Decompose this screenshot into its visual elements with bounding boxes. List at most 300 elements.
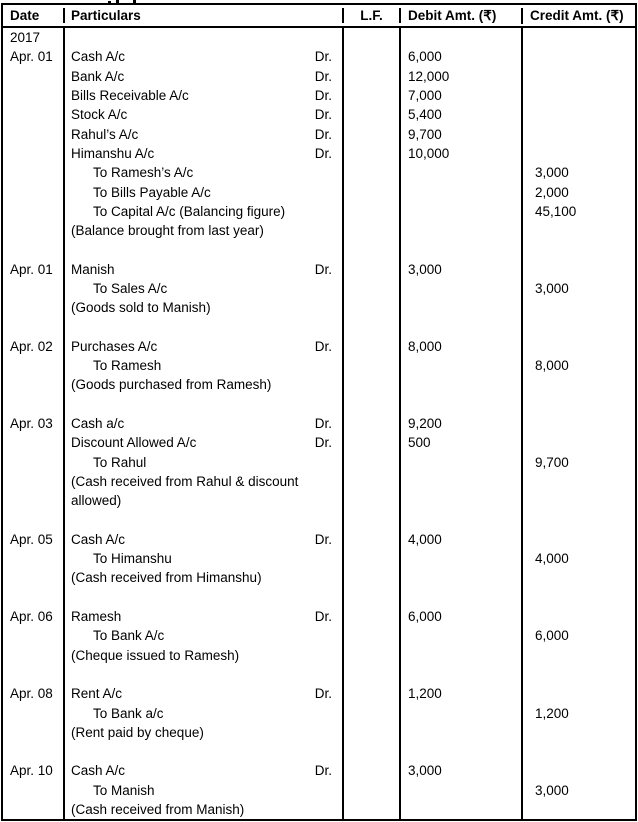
date-cell xyxy=(3,356,65,375)
particulars-cell xyxy=(65,337,344,356)
credit-amount-cell xyxy=(523,433,635,452)
particulars-cell xyxy=(65,279,344,298)
credit-account-text: To Rahul xyxy=(93,454,147,470)
date-cell: Apr. 03 xyxy=(3,414,65,433)
journal-line xyxy=(3,491,635,510)
date-cell xyxy=(3,221,65,240)
lf-cell xyxy=(344,124,401,143)
credit-amount-cell: 4,000 xyxy=(535,551,569,567)
particulars-cell xyxy=(65,742,344,761)
particulars-cell xyxy=(65,298,344,317)
credit-amount-cell xyxy=(523,684,635,703)
credit-amount-cell xyxy=(523,105,635,124)
credit-amount-cell xyxy=(523,298,635,317)
journal-line xyxy=(3,182,635,201)
credit-amount-cell: 3,000 xyxy=(535,782,569,798)
particulars-text: Bank A/c xyxy=(71,68,125,84)
dr-label: Dr. xyxy=(314,107,332,123)
debit-amount-cell xyxy=(401,549,523,568)
debit-amount-cell xyxy=(401,781,523,800)
lf-cell xyxy=(344,279,401,298)
dr-label: Dr. xyxy=(314,609,332,625)
debit-amount-cell xyxy=(401,182,523,201)
journal-line xyxy=(3,626,635,645)
credit-amount-cell xyxy=(523,646,635,665)
journal-line xyxy=(3,105,635,124)
journal-line xyxy=(3,607,635,626)
particulars-cell xyxy=(65,240,344,259)
date-cell xyxy=(3,395,65,414)
lf-cell xyxy=(344,684,401,703)
particulars-cell xyxy=(65,530,344,549)
debit-amount-cell xyxy=(401,665,523,684)
debit-amount-cell: 6,000 xyxy=(401,47,523,66)
credit-amount-cell xyxy=(523,723,635,742)
debit-amount-cell: 500 xyxy=(401,433,523,452)
particulars-cell xyxy=(65,510,344,529)
journal-line xyxy=(3,761,635,780)
journal-line xyxy=(3,221,635,240)
debit-amount-cell: 7,000 xyxy=(401,86,523,105)
date-cell: Apr. 06 xyxy=(3,607,65,626)
particulars-cell xyxy=(65,433,344,452)
debit-amount-cell xyxy=(401,279,523,298)
lf-cell xyxy=(344,568,401,587)
credit-amount-cell xyxy=(523,742,635,761)
particulars-text: (Goods purchased from Ramesh) xyxy=(71,377,272,393)
date-cell: Apr. 10 xyxy=(3,761,65,780)
lf-cell xyxy=(344,472,401,491)
journal-line xyxy=(3,453,635,472)
journal-line xyxy=(3,800,635,819)
debit-amount-cell: 9,200 xyxy=(401,414,523,433)
particulars-cell xyxy=(65,646,344,665)
date-cell xyxy=(3,646,65,665)
particulars-cell xyxy=(65,607,344,626)
journal-line xyxy=(3,472,635,491)
credit-amount-cell: 2,000 xyxy=(535,184,569,200)
particulars-cell xyxy=(65,124,344,143)
lf-cell xyxy=(344,433,401,452)
credit-amount-cell xyxy=(523,568,635,587)
dr-label: Dr. xyxy=(314,261,332,277)
credit-amount-cell xyxy=(523,530,635,549)
journal-table xyxy=(1,3,637,821)
date-cell xyxy=(3,665,65,684)
date-cell: Apr. 01 xyxy=(3,47,65,66)
journal-line xyxy=(3,240,635,259)
dr-label: Dr. xyxy=(314,68,332,84)
particulars-text: (Cash received from Himanshu) xyxy=(71,570,262,586)
header-particulars: Particulars xyxy=(65,8,344,23)
credit-amount-cell xyxy=(523,607,635,626)
date-cell xyxy=(3,703,65,722)
credit-amount-cell: 1,200 xyxy=(535,705,569,721)
credit-amount-cell xyxy=(523,665,635,684)
debit-amount-cell xyxy=(401,703,523,722)
particulars-text: Rent A/c xyxy=(71,686,123,702)
date-cell xyxy=(3,723,65,742)
particulars-cell xyxy=(65,375,344,394)
journal-line xyxy=(3,279,635,298)
journal-line xyxy=(3,530,635,549)
particulars-cell xyxy=(65,356,344,375)
debit-amount-cell xyxy=(401,221,523,240)
journal-line xyxy=(3,86,635,105)
debit-amount-cell: 8,000 xyxy=(401,337,523,356)
debit-amount-cell xyxy=(401,298,523,317)
particulars-cell xyxy=(65,144,344,163)
particulars-cell xyxy=(65,86,344,105)
lf-cell xyxy=(344,588,401,607)
credit-account-text: To Capital A/c (Balancing figure) xyxy=(93,203,286,219)
journal-line xyxy=(3,67,635,86)
dr-label: Dr. xyxy=(314,338,332,354)
date-cell xyxy=(3,240,65,259)
journal-line xyxy=(3,124,635,143)
particulars-cell xyxy=(65,163,344,182)
date-cell xyxy=(3,472,65,491)
credit-amount-cell: 6,000 xyxy=(535,628,569,644)
debit-amount-cell xyxy=(401,202,523,221)
date-cell xyxy=(3,202,65,221)
debit-amount-cell xyxy=(401,163,523,182)
date-cell xyxy=(3,742,65,761)
debit-amount-cell xyxy=(401,356,523,375)
dr-label: Dr. xyxy=(314,435,332,451)
table-header-row xyxy=(3,5,635,28)
journal-line xyxy=(3,260,635,279)
debit-amount-cell xyxy=(401,395,523,414)
date-cell xyxy=(3,124,65,143)
particulars-text: Discount Allowed A/c xyxy=(71,435,197,451)
lf-cell xyxy=(344,530,401,549)
particulars-cell xyxy=(65,414,344,433)
particulars-text: Bills Receivable A/c xyxy=(71,88,189,104)
particulars-cell xyxy=(65,28,344,47)
particulars-cell xyxy=(65,182,344,201)
debit-amount-cell xyxy=(401,568,523,587)
journal-line xyxy=(3,317,635,336)
journal-line xyxy=(3,375,635,394)
lf-cell xyxy=(344,703,401,722)
particulars-text: Cash A/c xyxy=(71,531,126,547)
header-credit-amt: Credit Amt. (₹) xyxy=(530,7,624,23)
debit-amount-cell xyxy=(401,240,523,259)
lf-cell xyxy=(344,182,401,201)
journal-line xyxy=(3,549,635,568)
credit-account-text: To Sales A/c xyxy=(93,281,168,296)
particulars-cell xyxy=(65,491,344,510)
debit-amount-cell xyxy=(401,472,523,491)
lf-cell xyxy=(344,491,401,510)
date-cell: Apr. 01 xyxy=(3,260,65,279)
lf-cell xyxy=(344,800,401,819)
lf-cell xyxy=(344,356,401,375)
credit-amount-cell: 45,100 xyxy=(535,203,577,219)
particulars-cell xyxy=(65,47,344,66)
date-cell: Apr. 05 xyxy=(3,530,65,549)
date-cell xyxy=(3,800,65,819)
date-cell xyxy=(3,568,65,587)
debit-amount-cell xyxy=(401,491,523,510)
journal-line xyxy=(3,568,635,587)
credit-amount-cell: 9,700 xyxy=(535,454,569,470)
dr-label: Dr. xyxy=(314,686,332,702)
date-cell xyxy=(3,433,65,452)
date-cell xyxy=(3,781,65,800)
journal-line xyxy=(3,665,635,684)
particulars-cell xyxy=(65,761,344,780)
particulars-cell xyxy=(65,800,344,819)
debit-amount-cell xyxy=(401,800,523,819)
lf-cell xyxy=(344,202,401,221)
debit-amount-cell: 12,000 xyxy=(401,67,523,86)
lf-cell xyxy=(344,665,401,684)
lf-cell xyxy=(344,86,401,105)
date-cell xyxy=(3,588,65,607)
particulars-cell xyxy=(65,453,344,472)
date-cell xyxy=(3,86,65,105)
lf-cell xyxy=(344,646,401,665)
journal-line xyxy=(3,684,635,703)
particulars-text: Cash a/c xyxy=(71,416,125,432)
journal-line xyxy=(3,646,635,665)
particulars-cell xyxy=(65,105,344,124)
particulars-cell xyxy=(65,202,344,221)
journal-line xyxy=(3,414,635,433)
lf-cell xyxy=(344,723,401,742)
credit-amount-cell xyxy=(523,124,635,143)
lf-cell xyxy=(344,317,401,336)
dr-label: Dr. xyxy=(314,531,332,547)
debit-amount-cell: 1,200 xyxy=(401,684,523,703)
dr-label: Dr. xyxy=(314,88,332,104)
journal-line xyxy=(3,588,635,607)
credit-amount-cell xyxy=(523,800,635,819)
date-cell xyxy=(3,510,65,529)
journal-line xyxy=(3,395,635,414)
particulars-text: Stock A/c xyxy=(71,107,128,123)
particulars-cell xyxy=(65,723,344,742)
credit-account-text: To Manish xyxy=(93,782,155,798)
lf-cell xyxy=(344,607,401,626)
lf-cell xyxy=(344,28,401,47)
lf-cell xyxy=(344,298,401,317)
lf-cell xyxy=(344,105,401,124)
credit-amount-cell: 8,000 xyxy=(535,358,569,374)
lf-cell xyxy=(344,395,401,414)
credit-amount-cell xyxy=(523,260,635,279)
credit-account-text: To Ramesh xyxy=(93,358,162,374)
journal-line xyxy=(3,510,635,529)
particulars-text: Ramesh xyxy=(71,609,122,625)
credit-amount-cell xyxy=(523,761,635,780)
date-cell xyxy=(3,626,65,645)
credit-amount-cell xyxy=(523,47,635,66)
credit-amount-cell: 3,000 xyxy=(535,165,569,181)
particulars-cell xyxy=(65,626,344,645)
credit-amount-cell xyxy=(523,67,635,86)
lf-cell xyxy=(344,47,401,66)
date-cell xyxy=(3,453,65,472)
lf-cell xyxy=(344,221,401,240)
journal-line xyxy=(3,742,635,761)
particulars-cell xyxy=(65,317,344,336)
credit-account-text: To Bank a/c xyxy=(93,705,164,721)
particulars-cell xyxy=(65,549,344,568)
particulars-text: Cash A/c xyxy=(71,49,126,65)
journal-line xyxy=(3,723,635,742)
header-date: Date xyxy=(3,8,65,23)
dr-label: Dr. xyxy=(314,416,332,432)
debit-amount-cell xyxy=(401,723,523,742)
particulars-cell xyxy=(65,568,344,587)
lf-cell xyxy=(344,163,401,182)
journal-line xyxy=(3,337,635,356)
date-cell: Apr. 02 xyxy=(3,337,65,356)
particulars-text: Himanshu A/c xyxy=(71,145,155,161)
debit-amount-cell xyxy=(401,742,523,761)
dr-label: Dr. xyxy=(314,49,332,65)
journal-line xyxy=(3,298,635,317)
credit-amount-cell xyxy=(523,221,635,240)
lf-cell xyxy=(344,337,401,356)
dr-label: Dr. xyxy=(314,126,332,142)
date-cell xyxy=(3,279,65,298)
journal-line xyxy=(3,781,635,800)
particulars-text: (Goods sold to Manish) xyxy=(71,300,211,316)
particulars-text: (Balance brought from last year) xyxy=(71,223,264,239)
lf-cell xyxy=(344,414,401,433)
date-cell xyxy=(3,491,65,510)
debit-amount-cell xyxy=(401,28,523,47)
header-lf: L.F. xyxy=(344,8,401,23)
credit-amount-cell xyxy=(523,491,635,510)
journal-line xyxy=(3,47,635,66)
credit-amount-cell xyxy=(523,414,635,433)
date-cell xyxy=(3,182,65,201)
journal-line xyxy=(3,433,635,452)
journal-line xyxy=(3,202,635,221)
particulars-text: Cash A/c xyxy=(71,763,126,779)
lf-cell xyxy=(344,781,401,800)
journal-line xyxy=(3,703,635,722)
particulars-cell xyxy=(65,588,344,607)
particulars-text: (Cash received from Rahul & discount xyxy=(71,473,299,489)
lf-cell xyxy=(344,761,401,780)
lf-cell xyxy=(344,260,401,279)
date-cell xyxy=(3,317,65,336)
lf-cell xyxy=(344,549,401,568)
date-cell xyxy=(3,144,65,163)
credit-amount-cell xyxy=(523,395,635,414)
lf-cell xyxy=(344,240,401,259)
particulars-cell xyxy=(65,665,344,684)
debit-amount-cell xyxy=(401,646,523,665)
debit-amount-cell: 4,000 xyxy=(401,530,523,549)
particulars-cell xyxy=(65,684,344,703)
date-cell xyxy=(3,105,65,124)
debit-amount-cell: 3,000 xyxy=(401,761,523,780)
credit-amount-cell: 3,000 xyxy=(535,281,569,296)
date-cell xyxy=(3,375,65,394)
particulars-text: Purchases A/c xyxy=(71,338,158,354)
particulars-cell xyxy=(65,67,344,86)
debit-amount-cell xyxy=(401,510,523,529)
debit-amount-cell: 5,400 xyxy=(401,105,523,124)
particulars-text: (Cheque issued to Ramesh) xyxy=(71,647,240,663)
credit-amount-cell xyxy=(523,28,635,47)
particulars-text: (Rent paid by cheque) xyxy=(71,724,204,740)
particulars-text: Rahul’s A/c xyxy=(71,126,139,142)
debit-amount-cell xyxy=(401,317,523,336)
credit-amount-cell xyxy=(523,472,635,491)
lf-cell xyxy=(344,742,401,761)
particulars-cell xyxy=(65,395,344,414)
debit-amount-cell: 9,700 xyxy=(401,124,523,143)
dr-label: Dr. xyxy=(314,145,332,161)
journal-line xyxy=(3,356,635,375)
particulars-cell xyxy=(65,472,344,491)
journal-line xyxy=(3,28,635,47)
debit-amount-cell xyxy=(401,453,523,472)
credit-amount-cell xyxy=(523,86,635,105)
date-cell: 2017 xyxy=(3,28,65,47)
debit-amount-cell xyxy=(401,626,523,645)
date-cell xyxy=(3,67,65,86)
credit-amount-cell xyxy=(523,337,635,356)
date-cell xyxy=(3,549,65,568)
particulars-cell xyxy=(65,703,344,722)
credit-amount-cell xyxy=(523,510,635,529)
credit-amount-cell xyxy=(523,317,635,336)
particulars-cell xyxy=(65,260,344,279)
credit-account-text: To Bank A/c xyxy=(93,628,165,644)
particulars-text: allowed) xyxy=(71,493,122,509)
journal-line xyxy=(3,163,635,182)
dr-label: Dr. xyxy=(314,763,332,779)
date-cell xyxy=(3,298,65,317)
journal-line xyxy=(3,144,635,163)
credit-account-text: To Ramesh’s A/c xyxy=(93,165,194,181)
particulars-text: (Cash received from Manish) xyxy=(71,802,245,818)
credit-amount-cell xyxy=(523,588,635,607)
debit-amount-cell xyxy=(401,375,523,394)
debit-amount-cell xyxy=(401,588,523,607)
debit-amount-cell: 10,000 xyxy=(401,144,523,163)
lf-cell xyxy=(344,453,401,472)
date-cell xyxy=(3,163,65,182)
lf-cell xyxy=(344,375,401,394)
date-cell: Apr. 08 xyxy=(3,684,65,703)
credit-amount-cell xyxy=(523,375,635,394)
lf-cell xyxy=(344,626,401,645)
lf-cell xyxy=(344,510,401,529)
lf-cell xyxy=(344,144,401,163)
credit-amount-cell xyxy=(523,240,635,259)
credit-amount-cell xyxy=(523,144,635,163)
journal-body xyxy=(3,28,635,819)
lf-cell xyxy=(344,67,401,86)
header-debit-amt: Debit Amt. (₹) xyxy=(401,8,523,24)
debit-amount-cell: 6,000 xyxy=(401,607,523,626)
particulars-text: Manish xyxy=(71,261,115,277)
particulars-cell xyxy=(65,221,344,240)
credit-account-text: To Himanshu xyxy=(93,551,172,567)
credit-account-text: To Bills Payable A/c xyxy=(93,184,211,200)
debit-amount-cell: 3,000 xyxy=(401,260,523,279)
